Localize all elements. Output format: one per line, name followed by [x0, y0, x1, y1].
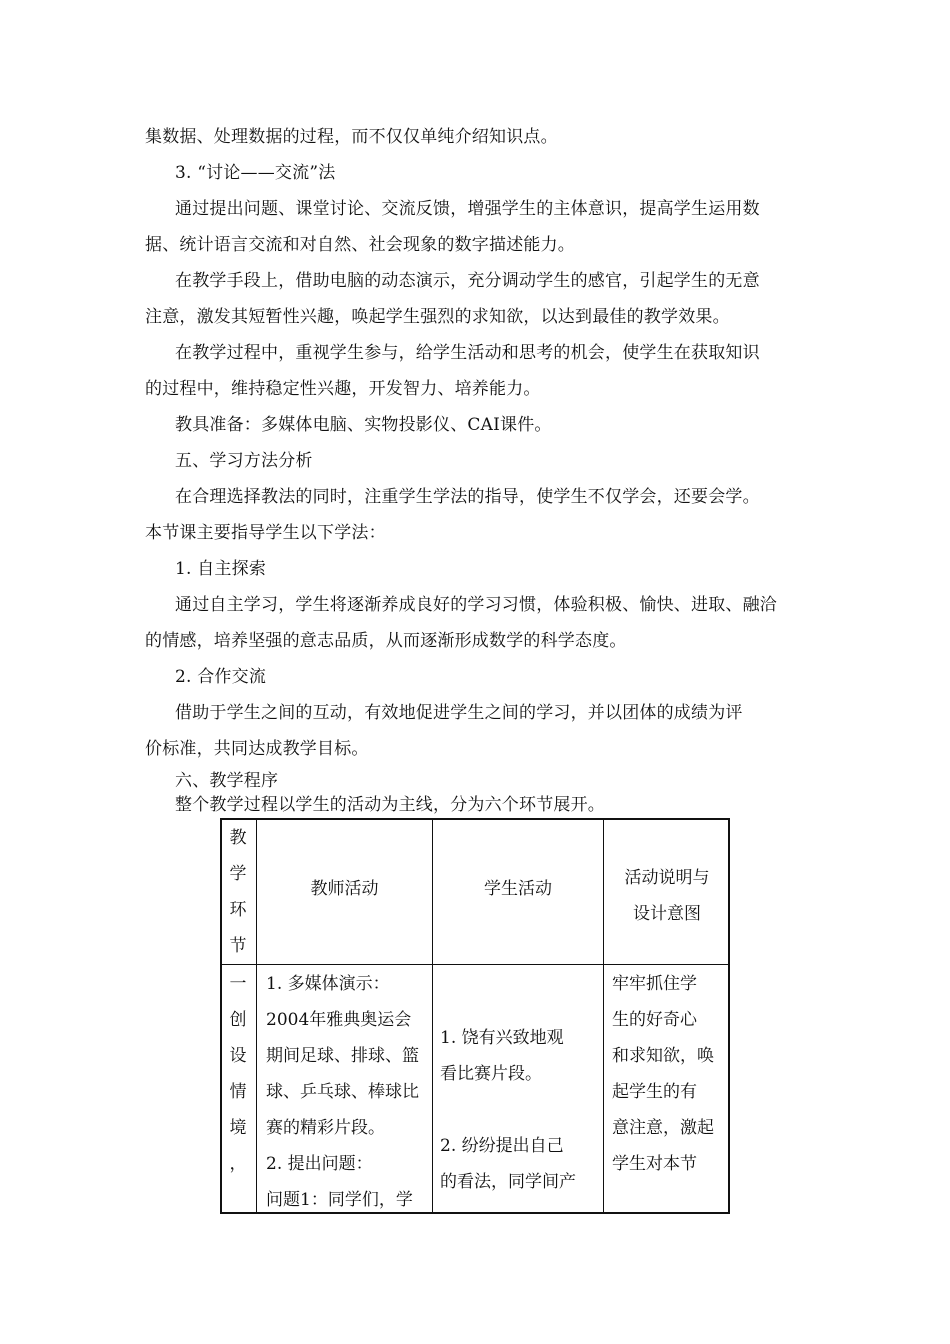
paragraph-line: 教具准备：多媒体电脑、实物投影仪、CAI课件。: [175, 415, 552, 435]
paragraph-line: 注意，激发其短暂性兴趣，唤起学生强烈的求知欲，以达到最佳的教学效果。: [145, 307, 730, 327]
teacher-activity-line: 2004年雅典奥运会: [266, 1010, 412, 1030]
notes-line: 牢牢抓住学: [612, 974, 697, 994]
header-stage: [220, 820, 256, 964]
teacher-activity-line: 赛的精彩片段。: [266, 1118, 385, 1138]
row1-stage-char: ，: [229, 1154, 247, 1174]
paragraph-line: 整个教学过程以学生的活动为主线，分为六个环节展开。: [175, 795, 605, 815]
notes-line: 意注意，激起: [612, 1118, 714, 1138]
paragraph-line: 本节课主要指导学生以下学法：: [145, 523, 386, 543]
header-notes-line: 活动说明与: [624, 868, 710, 888]
teacher-activity-line: 球、乒乓球、棒球比: [266, 1082, 419, 1102]
teacher-activity-line: 问题1：同学们，学: [266, 1190, 413, 1210]
paragraph-line: 通过自主学习，学生将逐渐养成良好的学习习惯，体验积极、愉快、进取、融洽: [175, 595, 777, 615]
paragraph-line: 的情感，培养坚强的意志品质，从而逐渐形成数学的科学态度。: [145, 631, 627, 651]
header-teacher-activity: 教师活动: [310, 879, 379, 899]
header-divider: [220, 964, 730, 965]
paragraph-line: 在教学手段上，借助电脑的动态演示，充分调动学生的感官，引起学生的无意: [175, 271, 760, 291]
notes-line: 和求知欲，唤: [612, 1046, 714, 1066]
notes-line: 学生对本节: [612, 1154, 697, 1174]
paragraph-line: 在教学过程中，重视学生参与，给学生活动和思考的机会，使学生在获取知识: [175, 343, 760, 363]
paragraph-line: 在合理选择教法的同时，注重学生学法的指导，使学生不仅学会，还要会学。: [175, 487, 760, 507]
subheading-1: 1. 自主探索: [175, 559, 267, 579]
student-activity-line: 的看法，同学间产: [440, 1172, 576, 1192]
student-activity-line: [440, 1092, 600, 1128]
paragraph-line: 价标准，共同达成教学目标。: [145, 739, 369, 759]
header-notes: [604, 860, 730, 932]
student-activity-line: 2. 纷纷提出自己: [440, 1136, 564, 1156]
header-stage-char: 节: [229, 936, 247, 956]
row1-stage-char: 创: [229, 1010, 247, 1030]
header-notes-line: 设计意图: [633, 904, 701, 924]
method-heading-3: 3. “讨论——交流”法: [175, 163, 336, 183]
row1-stage-char: 一: [229, 974, 247, 994]
notes-line: 生的好奇心: [612, 1010, 697, 1030]
row1-stage-char: 情: [229, 1082, 247, 1102]
row1-stage-char: 境: [229, 1118, 247, 1138]
subheading-2: 2. 合作交流: [175, 667, 267, 687]
student-activity-line: [440, 984, 600, 1020]
paragraph-line: 集数据、处理数据的过程，而不仅仅单纯介绍知识点。: [145, 127, 558, 147]
teacher-activity-line: 2. 提出问题：: [266, 1154, 373, 1174]
paragraph-line: 借助于学生之间的互动，有效地促进学生之间的学习，并以团体的成绩为评: [175, 703, 743, 723]
row1-notes: [612, 966, 728, 1182]
row1-student-activity: [440, 984, 600, 1200]
header-student-activity: 学生活动: [484, 879, 552, 899]
paragraph-line: 的过程中，维持稳定性兴趣，开发智力、培养能力。: [145, 379, 541, 399]
paragraph-line: 通过提出问题、课堂讨论、交流反馈，增强学生的主体意识，提高学生运用数: [175, 199, 760, 219]
header-stage-char: 教: [229, 828, 247, 848]
row1-stage: [220, 966, 256, 1182]
teaching-procedure-table: [220, 818, 730, 1214]
row1-teacher-activity: [266, 966, 430, 1218]
section-heading-5: 五、学习方法分析: [175, 451, 313, 471]
teacher-activity-line: 1. 多媒体演示：: [266, 974, 390, 994]
header-stage-char: 学: [229, 864, 247, 884]
student-activity-line: 1. 饶有兴致地观: [440, 1028, 564, 1048]
row1-stage-char: 设: [229, 1046, 247, 1066]
paragraph-line: 据、统计语言交流和对自然、社会现象的数字描述能力。: [145, 235, 575, 255]
header-stage-char: 环: [229, 900, 247, 920]
teacher-activity-line: 期间足球、排球、篮: [266, 1046, 419, 1066]
notes-line: 起学生的有: [612, 1082, 697, 1102]
student-activity-line: 看比赛片段。: [440, 1064, 542, 1084]
section-heading-6: 六、教学程序: [175, 771, 279, 791]
